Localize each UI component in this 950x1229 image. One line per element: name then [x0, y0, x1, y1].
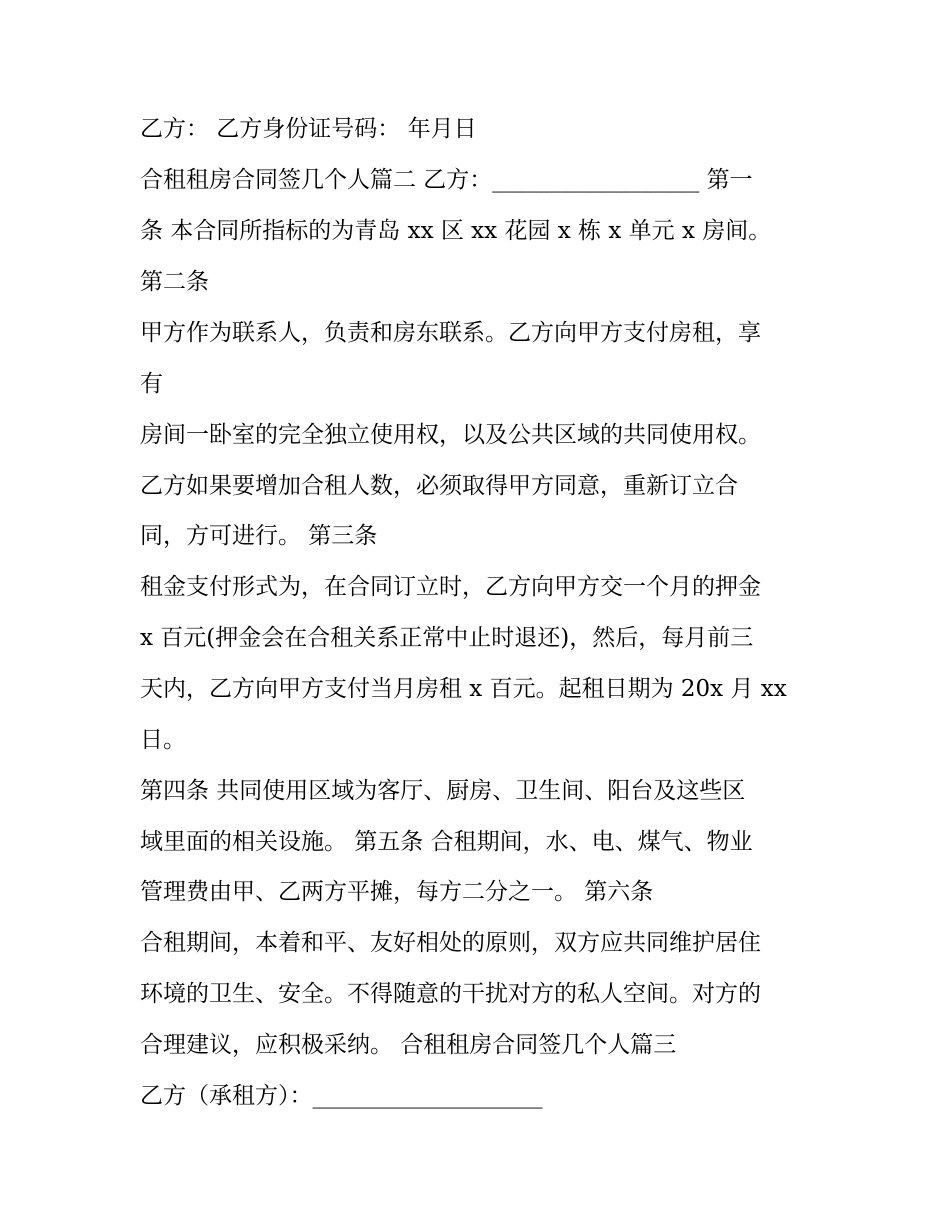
- text-line-10: 租金支付形式为，在合同订立时，乙方向甲方交一个月的押金: [140, 574, 761, 600]
- text-line-17: 合租期间，本着和平、友好相处的原则，双方应共同维护居住: [140, 930, 761, 956]
- text-line-9: 同，方可进行。 第三条: [140, 523, 378, 549]
- text-line-18: 环境的卫生、安全。不得随意的干扰对方的私人空间。对方的: [140, 981, 761, 1007]
- text-line-12: 天内，乙方向甲方支付当月房租 x 百元。起租日期为 20x 月 xx: [140, 676, 787, 702]
- text-line-4: 第二条: [140, 269, 209, 295]
- text-line-20: 乙方（承租方）：____________________: [140, 1083, 543, 1109]
- text-line-5: 甲方作为联系人，负责和房东联系。乙方向甲方支付房租，享: [140, 320, 761, 346]
- text-line-1: 乙方： 乙方身份证号码： 年月日: [140, 116, 477, 142]
- text-line-13: 日。: [140, 727, 186, 753]
- text-line-11: x 百元(押金会在合租关系正常中止时退还)，然后，每月前三: [140, 625, 754, 651]
- text-line-14: 第四条 共同使用区域为客厅、厨房、卫生间、阳台及这些区: [140, 778, 746, 804]
- text-line-19: 合理建议，应积极采纳。 合租租房合同签几个人篇三: [140, 1032, 677, 1058]
- text-line-15: 域里面的相关设施。 第五条 合租期间，水、电、煤气、物业: [140, 829, 753, 855]
- text-line-6: 有: [140, 371, 163, 397]
- text-line-7: 房间一卧室的完全独立使用权，以及公共区域的共同使用权。: [140, 422, 761, 448]
- text-line-8: 乙方如果要增加合租人数，必须取得甲方同意，重新订立合: [140, 473, 738, 499]
- text-line-2: 合租租房合同签几个人篇二 乙方：__________________ 第一: [140, 167, 753, 193]
- text-line-16: 管理费由甲、乙两方平摊，每方二分之一。 第六条: [140, 879, 654, 905]
- text-line-3: 条 本合同所指标的为青岛 xx 区 xx 花园 x 栋 x 单元 x 房间。: [140, 218, 772, 244]
